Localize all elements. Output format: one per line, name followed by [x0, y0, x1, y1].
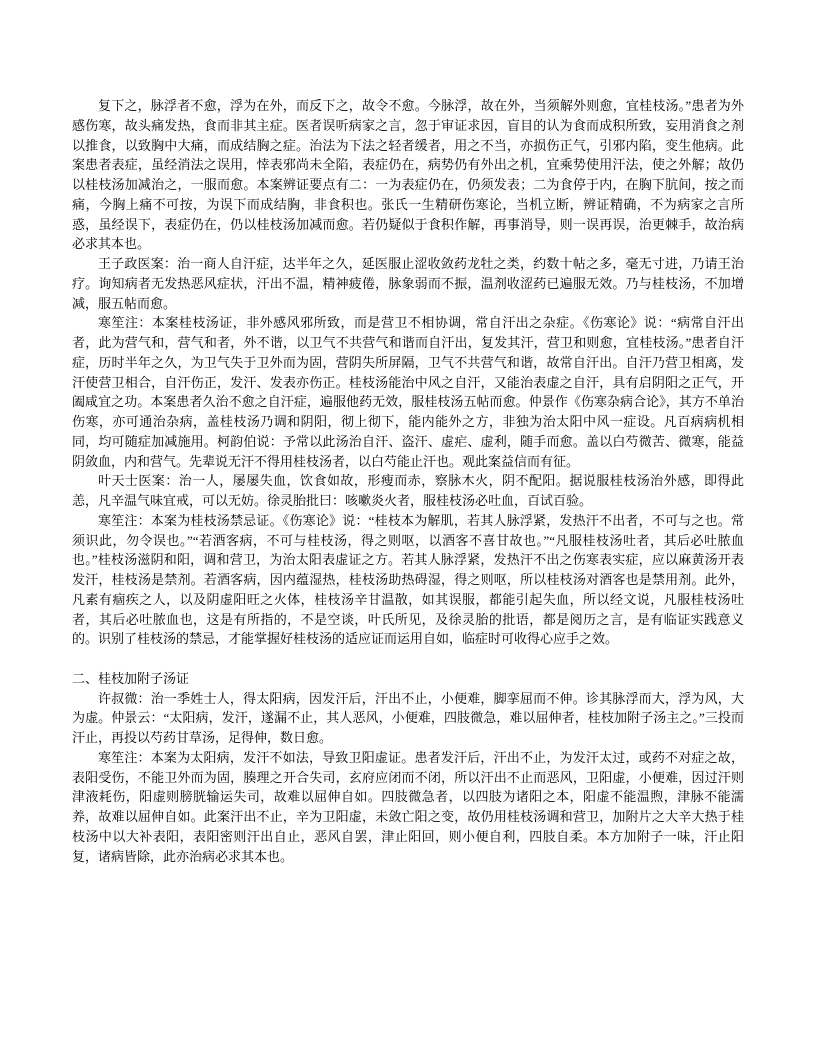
paragraph-yetianshi-case: 叶天士医案：治一人，屡屡失血，饮食如故，形瘦而赤，察脉木火，阴不配阳。据说服桂枝汤治外感，即得此恙，凡辛温气味宜戒，可以无妨。徐灵胎批曰：咳嗽炎火者，服桂枝汤必吐血，百试百验。	[72, 473, 744, 508]
document-body	[72, 96, 744, 866]
paragraph-anno-3: 寒笙注：本案为太阳病，发汗不如法，导致卫阳虚证。患者发汗后，汗出不止，为发汗太过，或药不对症之故，表阳受伤，不能卫外而为固，腠理之开合失司，玄府应闭而不闭，所以汗出不止而恶风，卫阳虚，小便难，因过汗则津液耗伤，阳虚则膀胱输运失司，故难以屈伸自如。四肢微急者，以四肢为诸阳之本，阳虚不能温煦，津脉不能濡养，故难以屈伸自如。此案汗出不止，辛为卫阳虚，未敛亡阳之变，故仍用桂枝汤调和营卫，加附片之大辛大热于桂枝汤中以大补表阳，表阳密则汗出自止，恶风自罢，津止阳回，则小便自利，四肢自柔。本方加附子一味，汗止阳复，诸病皆除，此亦治病必求其本也。	[72, 749, 744, 864]
spacer-before-section-two	[72, 649, 744, 669]
paragraph-wangzizheng-case: 王子政医案：治一商人自汗症，达半年之久，延医服止涩收敛药龙牡之类，约数十帖之多，毫无寸进，乃请王治疗。询知病者无发热恶风症状，汗出不温，精神疲倦，脉象弱而不振，温剂收涩药已遍服无效。乃与桂枝汤，不加增减，服五帖而愈。	[72, 256, 744, 311]
paragraph-guizhi-continued: 复下之，脉浮者不愈，浮为在外，而反下之，故令不愈。今脉浮，故在外，当须解外则愈，宜桂枝汤。”患者为外感伤寒，故头痛发热，食而非其主症。医者误听病家之言，忽于审证求因，盲目的认为食而成积所致，妄用消食之剂以推食，以致胸中大痛，而成结胸之症。治法为下法之轻者缓者，用之不当，亦损伤正气，引邪内陷，变生他病。此案患者表症，虽经消法之误用，悻表邪尚未全陷，表症仍在，病势仍有外出之机，宜乘势使用汗法，使之外解；故仍以桂枝汤加减治之，一服而愈。本案辨证要点有二：一为表症仍在，仍须发表；二为食停于内，在胸下肮间，按之而痛，今胸上痛不可按，为误下而成结胸，非食积也。张氏一生精研伤寒论，当机立断，辨证精确，不为病家之言所惑，虽经误下，表症仍在，仍以桂枝汤加减而愈。若仍疑似于食积作解，再事消导，则一误再误，治更棘手，故治病必求其本也。	[72, 98, 744, 252]
section-heading-guizhi-fuzi: 二、桂枝加附子汤证	[72, 670, 190, 686]
paragraph-anno-2: 寒笙注：本案为桂枝汤禁忌证。《伤寒论》说：“桂枝本为解肌，若其人脉浮紧，发热汗不出者，不可与之也。常须识此，勿令误也。”“若酒客病，不可与桂枝汤，得之则呕，以酒客不喜甘故也。”“凡服桂枝汤吐者，其后必吐脓血也。”桂枝汤滋阴和阳，调和营卫，为治太阳表虚证之方。若其人脉浮紧，发热汗不出之伤寒表实症，应以麻黄汤开表发汗，桂枝汤是禁剂。若酒客病，因内蕴湿热，桂枝汤助热碍湿，得之则呕，所以桂枝汤对酒客也是禁用剂。此外，凡素有痼疾之人，以及阴虚阳旺之火体，桂枝汤辛甘温散，如其误服，都能引起失血，所以经文说，凡服桂枝汤吐者，其后必吐脓血也，这是有所指的，不是空谈，叶氏所见，及徐灵胎的批语，都是阅历之言，是有临证实践意义的。识别了桂枝汤的禁忌，才能掌握好桂枝汤的适应证而运用自如，临症时可收得心应手之效。	[72, 512, 744, 647]
paragraph-anno-1: 寒笙注：本案桂枝汤证，非外感风邪所致，而是营卫不相协调，常自汗出之杂症。《伤寒论》说：“病常自汗出者，此为营气和，营气和者，外不谐，以卫气不共营气和谐而自汗出，复发其汗，营卫和则愈，宜桂枝汤。”患者自汗症，历时半年之久，为卫气失于卫外而为固，营阴失所屏隔，卫气不共营气和谐，故常自汗出。自汗乃营卫相离，发汗使营卫相合，自汗伤正，发汗、发表亦伤正。桂枝汤能治中风之自汗，又能治表虚之自汗，具有启阴阳之正气，开阖咸宜之功。本案患者久治不愈之自汗症，遍服他药无效，服桂枝汤五帖而愈。仲景作《伤寒杂病合论》，其方不单治伤寒，亦可通治杂病，盖桂枝汤乃调和阴阳，彻上彻下，能内能外之方，非独为治太阳中风一症设。凡百病病机相同，均可随症加减施用。柯韵伯说：予常以此汤治自汗、盗汗、虚疟、虚利，随手而愈。盖以白芍微苦、微寒，能益阴敛血，内和营气。先辈说无汗不得用桂枝汤者，以白芍能止汗也。观此案益信而有征。	[72, 315, 744, 469]
paragraph-xushuwei-case: 许叔微：治一季姓士人，得太阳病，因发汗后，汗出不止，小便难，脚挛屈而不伸。诊其脉浮而大，浮为风，大为虚。仲景云：“太阳病，发汗，遂漏不止，其人恶风，小便难，四肢微急，难以屈伸者，桂枝加附子汤主之。”三投而汗止，再投以芍药甘草汤，足得伸，数日愈。	[72, 690, 744, 745]
